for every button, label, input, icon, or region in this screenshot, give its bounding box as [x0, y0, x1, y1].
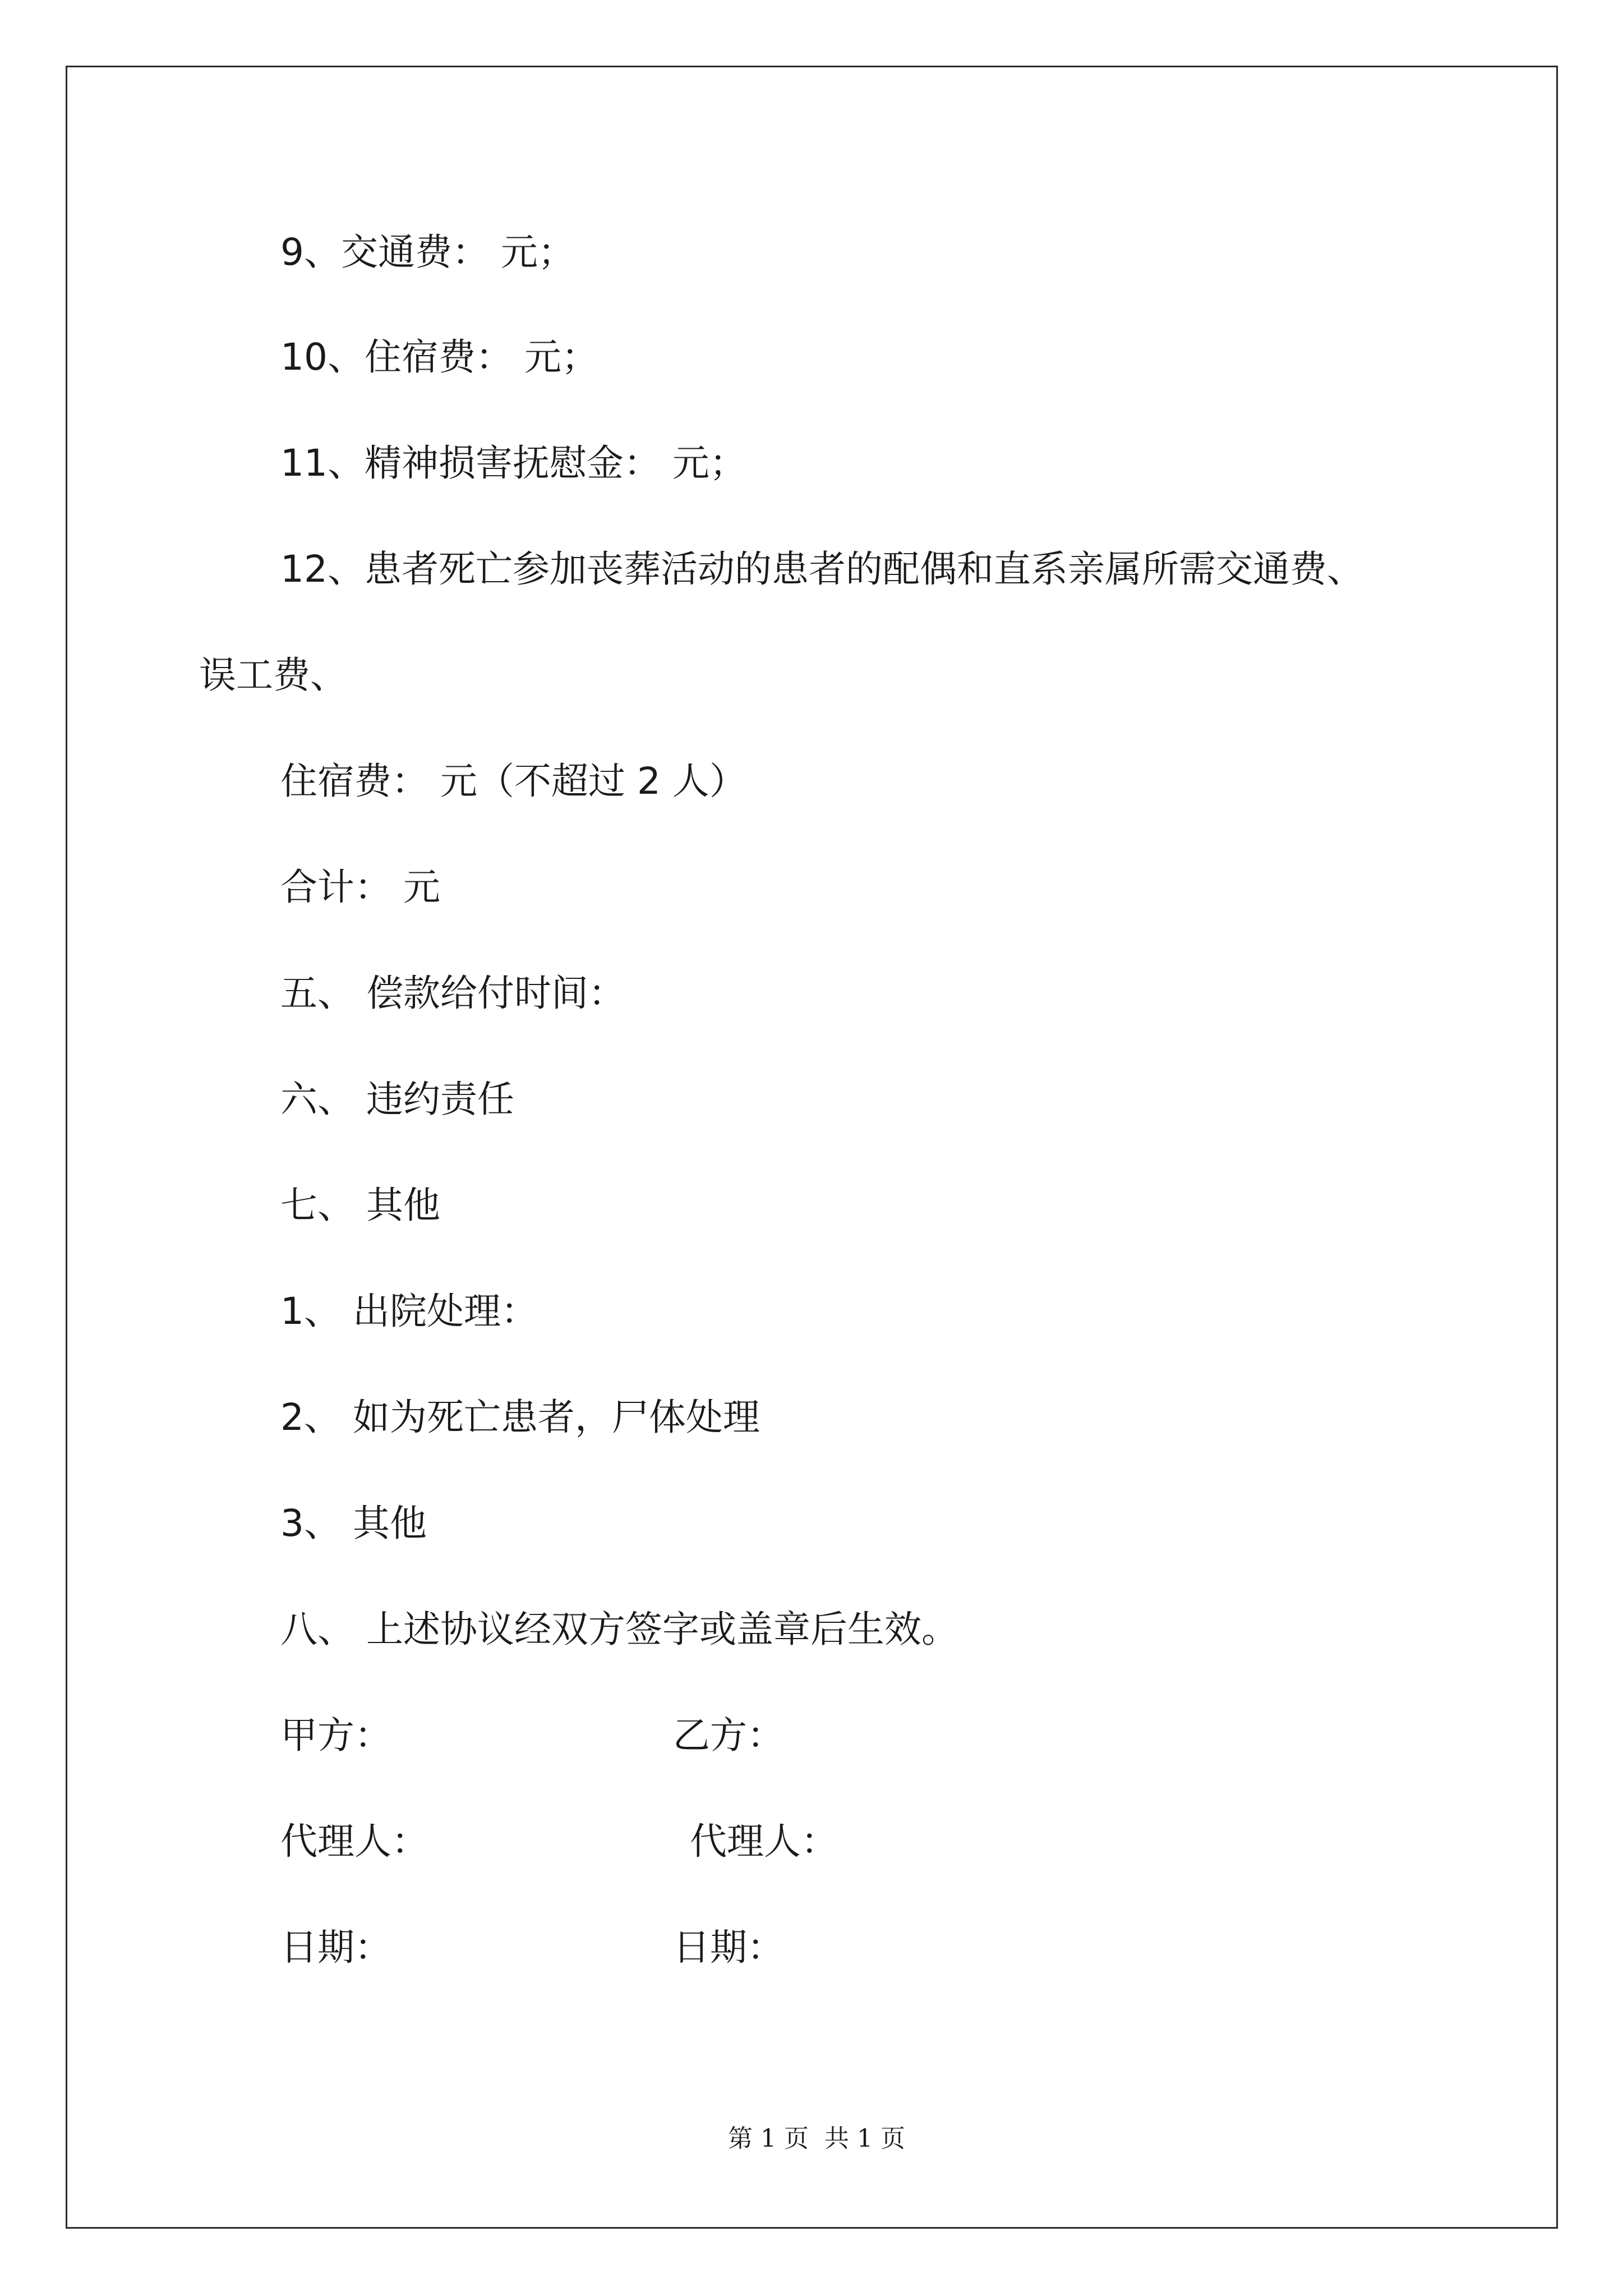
- page-number: 第 1 页: [728, 2124, 809, 2153]
- date-a-label: 日期：: [280, 1926, 391, 1969]
- agent-a-label: 代理人：: [280, 1820, 428, 1863]
- section-7-other: 七、 其他: [280, 1184, 440, 1227]
- page-total: 共 1 页: [824, 2124, 905, 2153]
- item-12-continuation: 误工费、: [199, 654, 347, 697]
- item-10-lodging-fee: 10、住宿费： 元；: [280, 335, 598, 379]
- item-12-lodging-fee: 住宿费： 元（不超过 2 人）: [280, 760, 746, 803]
- section-8-effectiveness: 八、 上述协议经双方签字或盖章后生效。: [280, 1608, 958, 1651]
- item-other: 3、 其他: [280, 1502, 427, 1545]
- section-6-liability: 六、 违约责任: [280, 1078, 514, 1121]
- page-frame: [66, 66, 1558, 2229]
- item-11-mental-damage-fee: 11、精神损害抚慰金： 元；: [280, 441, 746, 485]
- agent-b-label: 代理人：: [690, 1820, 838, 1863]
- party-a-label: 甲方：: [280, 1714, 391, 1757]
- total-line: 合计： 元: [280, 866, 440, 909]
- section-5-payment-time: 五、 偿款给付时间：: [280, 972, 625, 1015]
- item-discharge-handling: 1、 出院处理：: [280, 1290, 538, 1333]
- item-9-transport-fee: 9、交通费： 元；: [280, 231, 575, 274]
- party-b-label: 乙方：: [673, 1714, 784, 1757]
- item-body-handling: 2、 如为死亡患者，尸体处理: [280, 1396, 760, 1439]
- item-12-funeral-attendance: 12、患者死亡参加丧葬活动的患者的配偶和直系亲属所需交通费、: [280, 547, 1364, 591]
- date-b-label: 日期：: [673, 1926, 784, 1969]
